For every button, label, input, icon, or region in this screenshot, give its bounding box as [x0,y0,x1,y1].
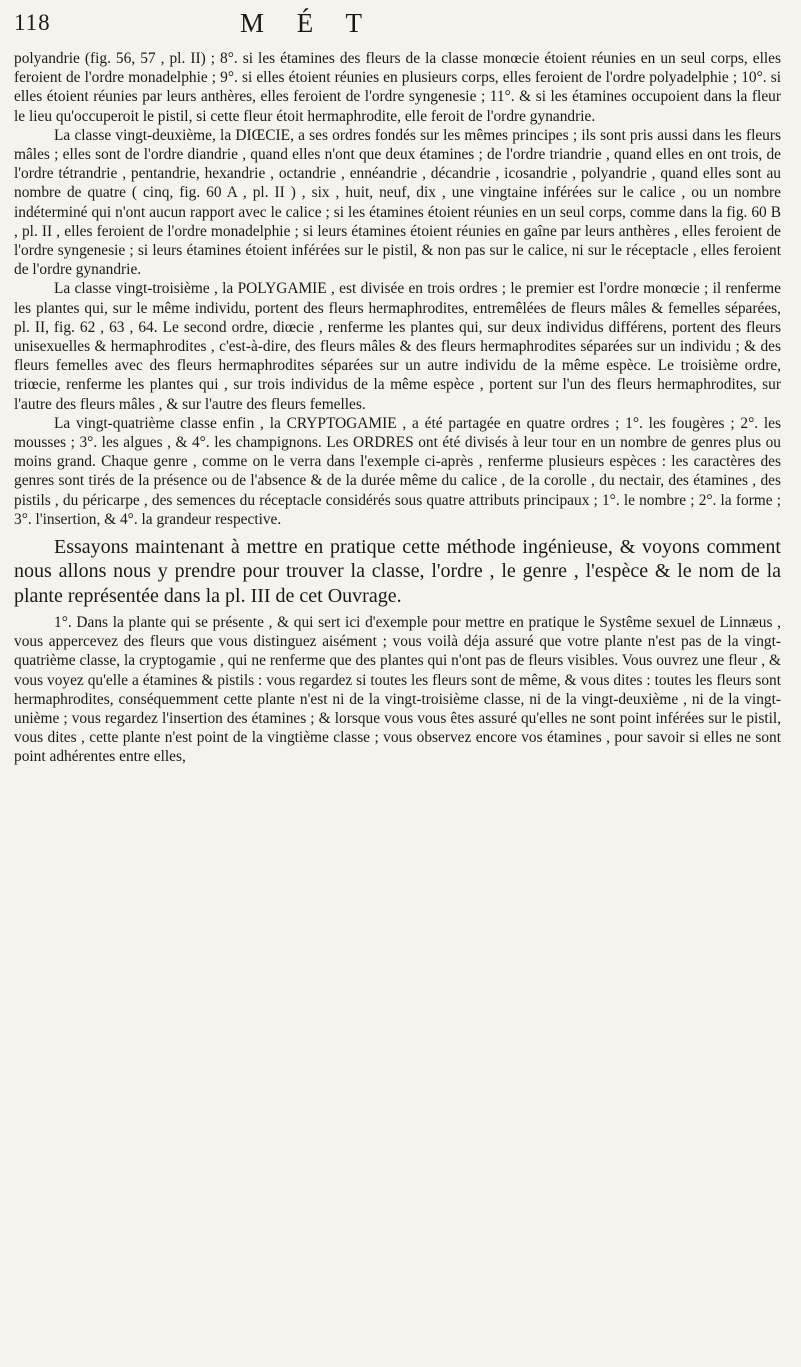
paragraph-3: La classe vingt-troisième , la POLYGAMIE , est divisée en trois ordres ; le premier est l'ordre monœcie ; il renferme les plantes qui, sur le même individu, portent des fleurs hermaphrodites, entremêlées de fleurs mâles & femelles séparées, pl. II, fig. 62 , 63 , 64. Le second ordre, diœcie , renferme les plantes qui, sur deux individus différens, portent des fleurs unisexuelles & hermaphrodites , c'est-à-dire, des fleurs mâles & des fleurs hermaphrodites séparées sur un individu ; & des fleurs femelles avec des fleurs hermaphrodites séparées sur un autre individu de la même espèce. Le troisième ordre, triœcie, renferme les plantes qui , sur trois individus de la même espèce , portent sur l'un des fleurs hermaphrodites, sur l'autre des fleurs mâles , & sur l'autre des fleurs femelles. [14,280,781,413]
paragraph-1: polyandrie (fig. 56, 57 , pl. II) ; 8°. si les étamines des fleurs de la classe monœcie étoient réunies en un seul corps, elles feroient de l'ordre monadelphie ; 9°. si elles étoient réunies en plusieurs corps, elles feroient de l'ordre polyadelphie ; 10°. si elles étoient réunies par leurs anthères, elles feroient de l'ordre syngenesie ; 11°. & si les étamines occupoient dans la fleur le lieu qu'occuperoit le pistil, si cette fleur étoit hermaphrodite, elle feroit de l'ordre gynandrie. [14,50,781,125]
page-body [14,49,781,767]
paragraph-5: Essayons maintenant à mettre en pratique cette méthode ingénieuse, & voyons comment nous allons nous y prendre pour trouver la classe, l'ordre , le genre , l'espèce & le nom de la plante représentée dans la pl. III de cet Ouvrage. [14,536,781,607]
paragraph-6: 1°. Dans la plante qui se présente , & qui sert ici d'exemple pour mettre en pratique le Systême sexuel de Linnæus , vous appercevez des fleurs que vous distinguez aisément ; vous voilà déja assuré que votre plante n'est pas de la vingt-quatrième classe, la cryptogamie , qui ne renferme que des plantes qui n'ont pas de fleurs visibles. Vous ouvrez une fleur , & vous voyez qu'elle a étamines & pistils : vous regardez si toutes les fleurs sont de même, & vous dites : toutes les fleurs sont hermaphrodites, conséquemment cette plante n'est ni de la vingt-troisième classe, ni de la vingt-deuxième , ni de la vingt-unième ; vous regardez l'insertion des étamines ; & lorsque vous vous êtes assuré qu'elles ne sont point inférées sur le pistil, vous dites , cette plante n'est point de la vingtième classe ; vous observez encore vos étamines , pour savoir si elles ne sont point adhérentes entre elles, [14,613,781,766]
page-number: 118 [14,10,51,35]
paragraph-4: La vingt-quatrième classe enfin , la CRYPTOGAMIE , a été partagée en quatre ordres ; 1°. les fougères ; 2°. les mousses ; 3°. les algues , & 4°. les champignons. Les ORDRES ont été divisés à leur tour en un nombre de genres plus ou moins grand. Chaque genre , comme on le verra dans l'exemple ci-après , renferme plusieurs espèces : les caractères des genres sont tirés de la présence ou de l'absence & de la durée même du calice , de la corolle , du nectair, des étamines , des pistils , du péricarpe , des semences du réceptacle considérés sous quatre attributs principaux ; 1°. le nombre ; 2°. la forme ; 3°. l'insertion, & 4°. la grandeur respective. [14,414,781,528]
paragraph-2: La classe vingt-deuxième, la DIŒCIE, a ses ordres fondés sur les mêmes principes ; ils sont pris aussi dans les fleurs mâles ; elles sont de l'ordre diandrie , quand elles n'ont que deux étamines ; de l'ordre triandrie , quand elles en ont trois, de l'ordre tétrandrie , pentandrie, hexandrie , octandrie , ennéandrie , décandrie , icosandrie , polyandrie , quand elles sont au nombre de quatre ( cinq, fig. 60 A , pl. II ) , six , huit, neuf, dix , une vingtaine inférées sur le calice , ou un nombre indéterminé qui n'ont aucun rapport avec le calice ; si les étamines étoient réunies en un seul corps, comme dans la fig. 60 B , pl. II , elles feroient de l'ordre monadelphie ; si leurs étamines étoient réunies en gaîne par leurs anthères , elles feroient de l'ordre syngenesie ; si leurs étamines étoient inférées sur le pistil, & non pas sur le calice, ni sur le réceptacle , elles feroient de l'ordre gynandrie. [14,126,781,279]
running-head: M É T [240,8,376,38]
page-header [14,10,771,46]
